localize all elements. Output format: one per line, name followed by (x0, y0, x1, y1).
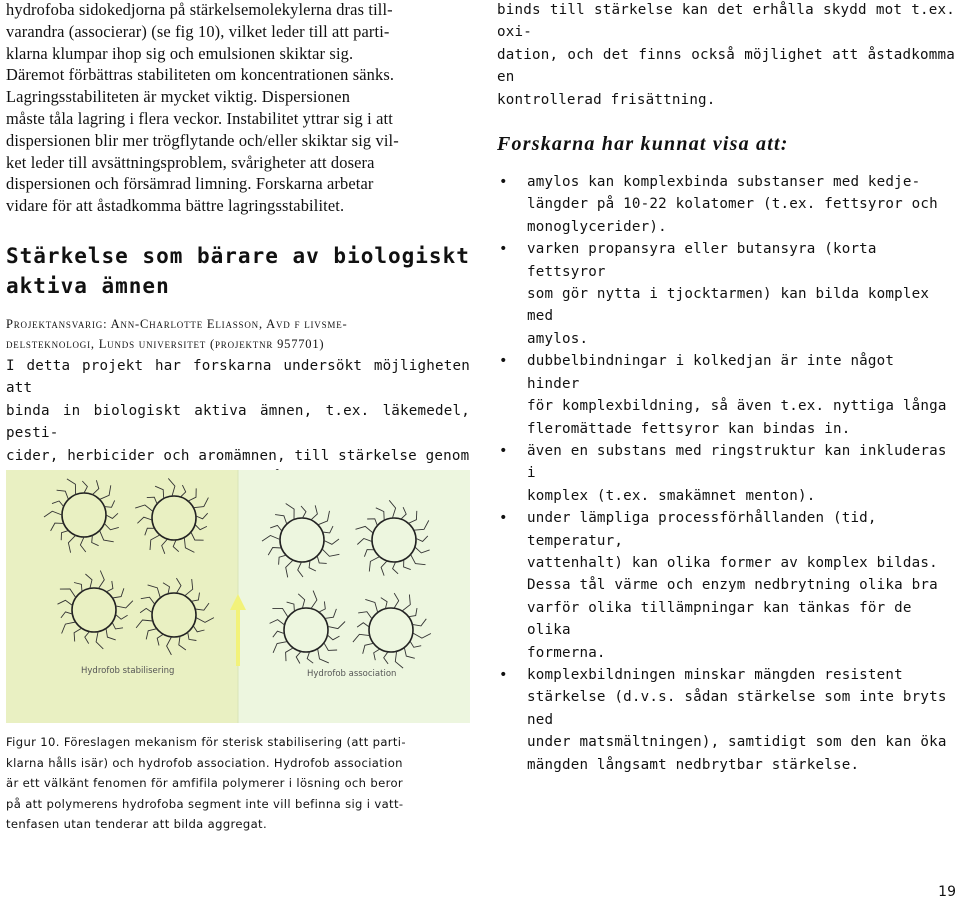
page-number: 19 (938, 884, 956, 900)
text-line: hydrofoba sidokedjorna på stärkelsemolekylerna dras till- (6, 0, 393, 19)
bullet-icon: • (499, 442, 508, 459)
section-title (6, 241, 470, 301)
text-line: Däremot förbättras stabiliteten om koncentrationen sänks. (6, 65, 395, 85)
bullet-icon: • (499, 174, 508, 191)
figure-caption (6, 732, 466, 835)
stabilization-diagram (6, 470, 470, 723)
list-item-line: för komplexbildning, så även t.ex. nyttiga långa (527, 398, 947, 415)
list-item-line: amylos kan komplexbinda substanser med kedje- (527, 174, 921, 191)
bullet-icon: • (499, 666, 508, 683)
list-item-line: komplexbildningen minskar mängden resistent (527, 666, 903, 683)
left-panel-label: Hydrofob stabilisering (81, 666, 175, 676)
list-item-line: vattenhalt) kan olika former av komplex bildas. (527, 554, 938, 571)
right-intro-paragraph (497, 0, 955, 111)
project-info (6, 314, 470, 354)
list-item (497, 238, 955, 350)
list-item (497, 440, 955, 507)
text-line: binds till stärkelse kan det erhålla skydd mot t.ex. oxi- (497, 2, 955, 41)
list-item (497, 664, 955, 776)
list-item-line: mängden långsamt nedbrytbar stärkelse. (527, 756, 860, 773)
text-line: vidare för att åstadkomma bättre lagringsstabilitet. (6, 196, 345, 216)
left-panel-background (6, 470, 238, 723)
text-line: cider, herbicider och aromämnen, till stärkelse genom (6, 447, 470, 464)
project-line: delsteknologi, Lunds universitet (projektnr 957701) (6, 336, 325, 351)
findings-heading: Forskarna har kunnat visa att: (497, 133, 789, 156)
list-item-line: under lämpliga processförhållanden (tid, temperatur, (527, 510, 877, 549)
text-line: ket leder till avsättningsproblem, svårigheter att dosera (6, 152, 375, 172)
section-title-line: Stärkelse som bärare av biologiskt (6, 243, 470, 268)
right-panel-label: Hydrofob association (307, 669, 397, 679)
list-item-line: fleromättade fettsyror kan bindas in. (527, 420, 851, 437)
caption-line: på att polymerens hydrofoba segment inte vill befinna sig i vatt- (6, 796, 404, 811)
caption-line: tenfasen utan tenderar att bilda aggregat. (6, 817, 267, 832)
caption-line: klarna hålls isär) och hydrofob association. Hydrofob association (6, 755, 403, 770)
text-line: dispersionen och försämrad limning. Forskarna arbetar (6, 174, 374, 194)
list-item-line: Dessa tål värme och enzym nedbrytning olika bra (527, 577, 938, 594)
list-item-line: varken propansyra eller butansyra (korta fettsyror (527, 241, 877, 280)
text-line: I detta projekt har forskarna undersökt möjligheten att (6, 357, 470, 397)
project-line: Projektansvarig: Ann-Charlotte Eliasson, Avd f livsme- (6, 316, 348, 331)
caption-line: Figur 10. Föreslagen mekanism för sterisk stabilisering (att parti- (6, 735, 406, 749)
text-line: klarna klumpar ihop sig och emulsionen skiktar sig. (6, 43, 354, 63)
list-item-line: under matsmältningen), samtidigt som den kan öka (527, 734, 947, 751)
caption-line: är ett välkänt fenomen för amfifila polymerer i lösning och beror (6, 776, 403, 791)
bullet-icon: • (499, 353, 508, 370)
list-item (497, 507, 955, 664)
list-item-line: stärkelse (d.v.s. sådan stärkelse som inte bryts ned (527, 689, 947, 728)
text-line: Lagringsstabiliteten är mycket viktig. Dispersionen (6, 87, 351, 107)
list-item-line: även en substans med ringstruktur kan inkluderas i (527, 442, 947, 482)
list-item-line: formerna. (527, 644, 606, 661)
findings-list (497, 171, 955, 776)
text-line: binda in biologiskt aktiva ämnen, t.ex. läkemedel, pesti- (6, 402, 470, 442)
list-item (497, 350, 955, 440)
section-title-line: aktiva ämnen (6, 273, 170, 298)
list-item-line: längder på 10-22 kolatomer (t.ex. fettsyror och (527, 196, 938, 213)
right-panel-background (238, 470, 470, 723)
text-line: kontrollerad frisättning. (497, 91, 716, 108)
list-item-line: komplex (t.ex. smakämnet menton). (527, 487, 816, 504)
list-item-line: dubbelbindningar i kolkedjan är inte något hinder (527, 353, 895, 392)
list-item-line: som gör nytta i tjocktarmen) kan bilda komplex med (527, 286, 930, 325)
bullet-icon: • (499, 510, 508, 527)
text-line: måste tåla lagring i flera veckor. Instabilitet yttrar sig i att (6, 108, 393, 128)
text-line: dispersionen blir mer trögflytande och/eller skiktar sig vil- (6, 130, 399, 150)
bullet-icon: • (499, 241, 508, 258)
right-column (497, 0, 955, 776)
text-line: varandra (associerar) (se fig 10), vilket leder till att parti- (6, 21, 390, 41)
list-item-line: amylos. (527, 330, 589, 347)
list-item-line: varför olika tillämpningar kan tänkas för de olika (527, 599, 912, 639)
figure-10 (6, 470, 470, 723)
intro-paragraph (6, 0, 470, 217)
list-item (497, 171, 955, 238)
list-item-line: monoglycerider). (527, 218, 667, 235)
text-line: dation, och det finns också möjlighet att åstadkomma en (497, 46, 955, 86)
